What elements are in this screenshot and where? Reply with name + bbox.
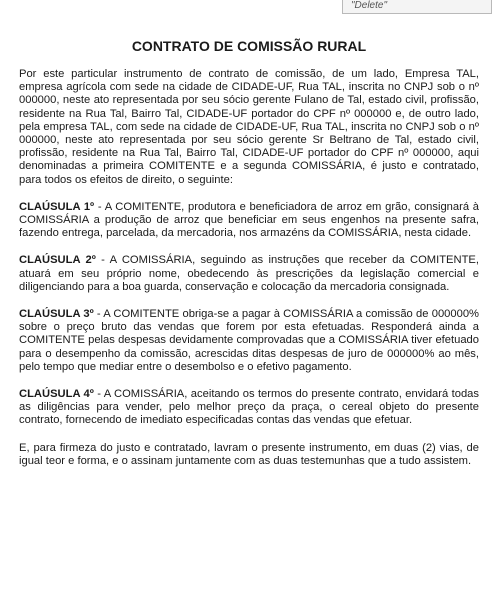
contract-document	[19, 38, 479, 482]
clause-1-text: - A COMITENTE, produtora e beneficiadora de arroz em grão, consignará à COMISSÁRIA a produção de arroz que beneficiar em seus engenhos na presente safra, fazendo entrega, parcelada, da mercadoria, nos armazéns da COMISSÁRIA, nesta cidade.	[19, 200, 480, 240]
document-title: CONTRATO DE COMISSÃO RURAL	[131, 38, 367, 54]
clause-2	[19, 254, 479, 294]
closing-paragraph: E, para firmeza do justo e contratado, lavram o presente instrumento, em duas (2) vias, de igual teor e forma, e o assinam juntamente com as duas testemunhas que a tudo assistem.	[19, 441, 479, 467]
delete-tab[interactable]	[342, 0, 492, 14]
delete-tab-label: "Delete"	[351, 0, 388, 11]
clause-4-heading: CLAÚSULA 4º	[19, 388, 94, 401]
clause-4-text: - A COMISSÁRIA, aceitando os termos do presente contrato, envidará todas as diligências para vender, pelo melhor preço da praça, o cereal objeto do presente contrato, fornecendo de imediato especificadas contas das vendas que efetuar.	[19, 388, 479, 427]
clause-1	[19, 201, 479, 241]
clause-1-heading: CLAÚSULA 1º	[19, 200, 95, 213]
clause-2-text: - A COMISSÁRIA, seguindo as instruções que receber da COMITENTE, atuará em seu próprio nome, obedecendo às prescrições da legislação comercial e diligenciando para a boa guarda, conservação e colocação da mercadoria consignada.	[19, 254, 479, 293]
clause-2-heading: CLAÚSULA 2º	[19, 254, 96, 267]
clause-4	[19, 388, 479, 428]
intro-paragraph: Por este particular instrumento de contrato de comissão, de um lado, Empresa TAL, empresa agrícola com sede na cidade de CIDADE-UF, Rua TAL, inscrita no CNPJ sob o nº 000000, neste ato representada por seu sócio gerente Fulano de Tal, estado civil, profissão, residente na Rua Tal, Bairro Tal, CIDADE-UF portador do CPF nº 000000 e, de outro lado, pela empresa TAL, com sede na cidade de CIDADE-UF, Rua TAL, inscrita no CNPJ sob o nº 000000, neste ato representada por seu sócio gerente Sr Beltrano de Tal, estado civil, profissão, residente na Rua Tal, Bairro Tal, CIDADE-UF portador do CPF nº 000000, aqui denominadas a primeira COMITENTE e a segunda COMISSÁRIA, é justo e contratado, para todos os efeitos de direito, o seguinte:	[19, 68, 479, 186]
clause-3-heading: CLAÚSULA 3º	[19, 308, 94, 321]
clause-3-text: - A COMITENTE obriga-se a pagar à COMISSÁRIA a comissão de 000000% sobre o preço bruto das vendas que forem por esta efetuadas. Responderá ainda a COMITENTE pelas despesas devidamente comprovadas que a COMISSÁRIA tiver efetuado para o desempenho da comissão, acrescidas ditas despesas de juro de 000000% ao mês, pelo tempo que mediar entre o desembolso e o efetivo pagamento.	[19, 308, 479, 373]
clause-3	[19, 308, 479, 374]
